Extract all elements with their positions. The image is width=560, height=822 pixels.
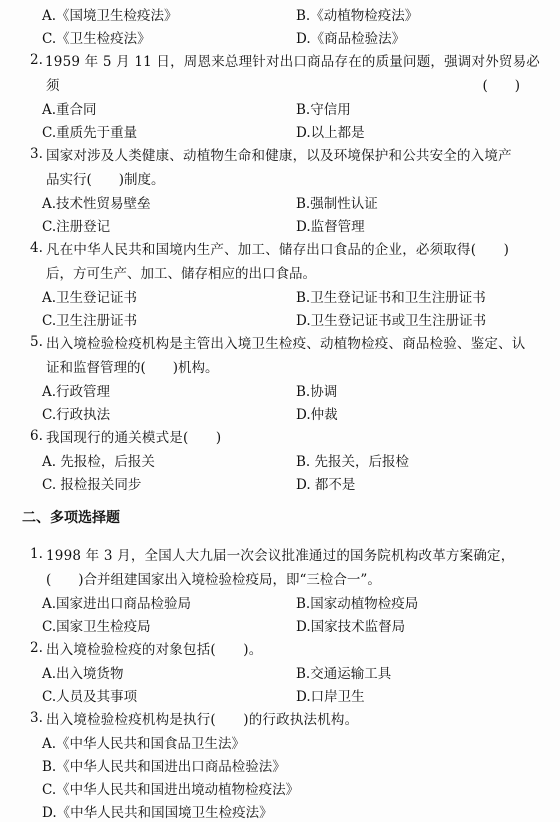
m1-option-d[interactable]: D.国家技术监督局	[296, 618, 406, 635]
q3-option-a[interactable]: A.技术性贸易壁垒	[42, 195, 151, 212]
m3-number: 3.	[30, 710, 43, 726]
q4-number: 4.	[30, 240, 43, 256]
q6-option-a[interactable]: A. 先报检，后报关	[42, 453, 155, 470]
q1-options-row-1	[30, 2, 540, 25]
q4-options-row-2	[30, 307, 540, 330]
q3-number: 3.	[30, 146, 43, 162]
q6-stem	[30, 424, 540, 448]
q2-text-line-1: 1959 年 5 月 11 日，周恩来总理针对出口商品存在的质量问题，强调对外贸易必	[45, 54, 540, 70]
q3-options-row-2	[30, 213, 540, 236]
q4-option-d[interactable]: D.卫生登记证书或卫生注册证书	[296, 312, 487, 329]
q4-option-a[interactable]: A.卫生登记证书	[42, 289, 138, 306]
section-title-multiple-choice: 二、多项选择题	[22, 510, 120, 526]
m1-option-c[interactable]: C.国家卫生检疫局	[42, 618, 151, 635]
q4-options-row-1	[30, 284, 540, 307]
m1-options-row-1	[30, 590, 540, 613]
q5-stem-continued	[30, 354, 540, 378]
m3-option-a[interactable]: A.《中华人民共和国食品卫生法》	[42, 735, 246, 752]
q1-option-a[interactable]: A.《国境卫生检疫法》	[42, 7, 178, 24]
m2-text-line-1: 出入境检验检疫的对象包括( )。	[46, 642, 263, 658]
q5-stem	[30, 330, 540, 354]
q3-stem	[30, 142, 540, 166]
q1-option-d[interactable]: D.《商品检验法》	[296, 30, 406, 47]
q5-options-row-2	[30, 401, 540, 424]
q2-stem-continued	[30, 72, 540, 96]
m3-option-c[interactable]: C.《中华人民共和国进出境动植物检疫法》	[42, 781, 300, 798]
q2-options-row-2	[30, 119, 540, 142]
m2-option-b[interactable]: B.交通运输工具	[296, 665, 392, 682]
q5-number: 5.	[30, 334, 43, 350]
q4-text-line-2: 后，方可生产、加工、储存相应的出口食品。	[46, 266, 316, 282]
q5-option-b[interactable]: B.协调	[296, 383, 338, 400]
q6-option-b[interactable]: B. 先报关，后报检	[296, 453, 410, 470]
q3-option-d[interactable]: D.监督管理	[296, 218, 365, 235]
q6-options-row-1	[30, 448, 540, 471]
m2-options-row-1	[30, 660, 540, 683]
q2-option-a[interactable]: A.重合同	[42, 101, 97, 118]
q1-options-row-2	[30, 25, 540, 48]
q6-options-row-2	[30, 471, 540, 494]
q2-option-d[interactable]: D.以上都是	[296, 124, 365, 141]
q5-text-line-1: 出入境检验检疫机构是主管出入境卫生检疫、动植物检疫、商品检验、鉴定、认	[46, 336, 526, 352]
q3-option-b[interactable]: B.强制性认证	[296, 195, 378, 212]
q4-text-line-1: 凡在中华人民共和国境内生产、加工、储存出口食品的企业，必须取得( )	[46, 242, 510, 258]
q4-stem-continued	[30, 260, 540, 284]
q6-option-d[interactable]: D. 都不是	[296, 476, 356, 493]
q2-number: 2.	[30, 52, 43, 68]
q2-options-row-1	[30, 96, 540, 119]
q6-option-c[interactable]: C. 报检报关同步	[42, 476, 142, 493]
q1-option-c[interactable]: C.《卫生检疫法》	[42, 30, 151, 47]
q6-text-line-1: 我国现行的通关模式是( )	[46, 430, 222, 446]
q3-text-line-1: 国家对涉及人类健康、动植物生命和健康，以及环境保护和公共安全的入境产	[46, 148, 512, 164]
m2-options-row-2	[30, 683, 540, 706]
q2-stem	[30, 48, 540, 72]
m1-option-a[interactable]: A.国家进出口商品检验局	[42, 595, 192, 612]
q3-options-row-1	[30, 190, 540, 213]
q4-option-b[interactable]: B.卫生登记证书和卫生注册证书	[296, 289, 486, 306]
question-sheet	[22, 2, 540, 822]
q4-option-c[interactable]: C.卫生注册证书	[42, 312, 138, 329]
q5-option-a[interactable]: A.行政管理	[42, 383, 111, 400]
q6-number: 6.	[30, 428, 43, 444]
m3-option-d[interactable]: D.《中华人民共和国国境卫生检疫法》	[42, 804, 273, 821]
q2-answer-blank: ( )	[482, 78, 520, 94]
q5-option-d[interactable]: D.仲裁	[296, 406, 338, 423]
q5-option-c[interactable]: C.行政执法	[42, 406, 111, 423]
m1-text-line-2: ( )合并组建国家出入境检验检疫局，即“三检合一”。	[46, 572, 381, 588]
m1-stem-continued	[30, 566, 540, 590]
q2-option-b[interactable]: B.守信用	[296, 101, 351, 118]
q2-option-c[interactable]: C.重质先于重量	[42, 124, 138, 141]
m1-text-line-1: 1998 年 3 月，全国人大九届一次会议批准通过的国务院机构改革方案确定，	[46, 548, 515, 564]
q2-text-line-2: 须	[46, 78, 60, 94]
m3-stem	[30, 706, 540, 730]
q4-stem	[30, 236, 540, 260]
m2-stem	[30, 636, 540, 660]
m2-number: 2.	[30, 640, 43, 656]
m1-stem	[30, 542, 540, 566]
q3-stem-continued	[30, 166, 540, 190]
q5-text-line-2: 证和监督管理的( )机构。	[46, 360, 219, 376]
m3-text-line-1: 出入境检验检疫机构是执行( )的行政执法机构。	[46, 712, 359, 728]
m1-number: 1.	[30, 546, 43, 562]
m2-option-c[interactable]: C.人员及其事项	[42, 688, 138, 705]
m1-option-b[interactable]: B.国家动植物检疫局	[296, 595, 419, 612]
q3-option-c[interactable]: C.注册登记	[42, 218, 111, 235]
m3-option-b[interactable]: B.《中华人民共和国进出口商品检验法》	[42, 758, 286, 775]
q1-option-b[interactable]: B.《动植物检疫法》	[296, 7, 419, 24]
m1-options-row-2	[30, 613, 540, 636]
m2-option-d[interactable]: D.口岸卫生	[296, 688, 365, 705]
q5-options-row-1	[30, 378, 540, 401]
q3-text-line-2: 品实行( )制度。	[46, 172, 165, 188]
m2-option-a[interactable]: A.出入境货物	[42, 665, 124, 682]
